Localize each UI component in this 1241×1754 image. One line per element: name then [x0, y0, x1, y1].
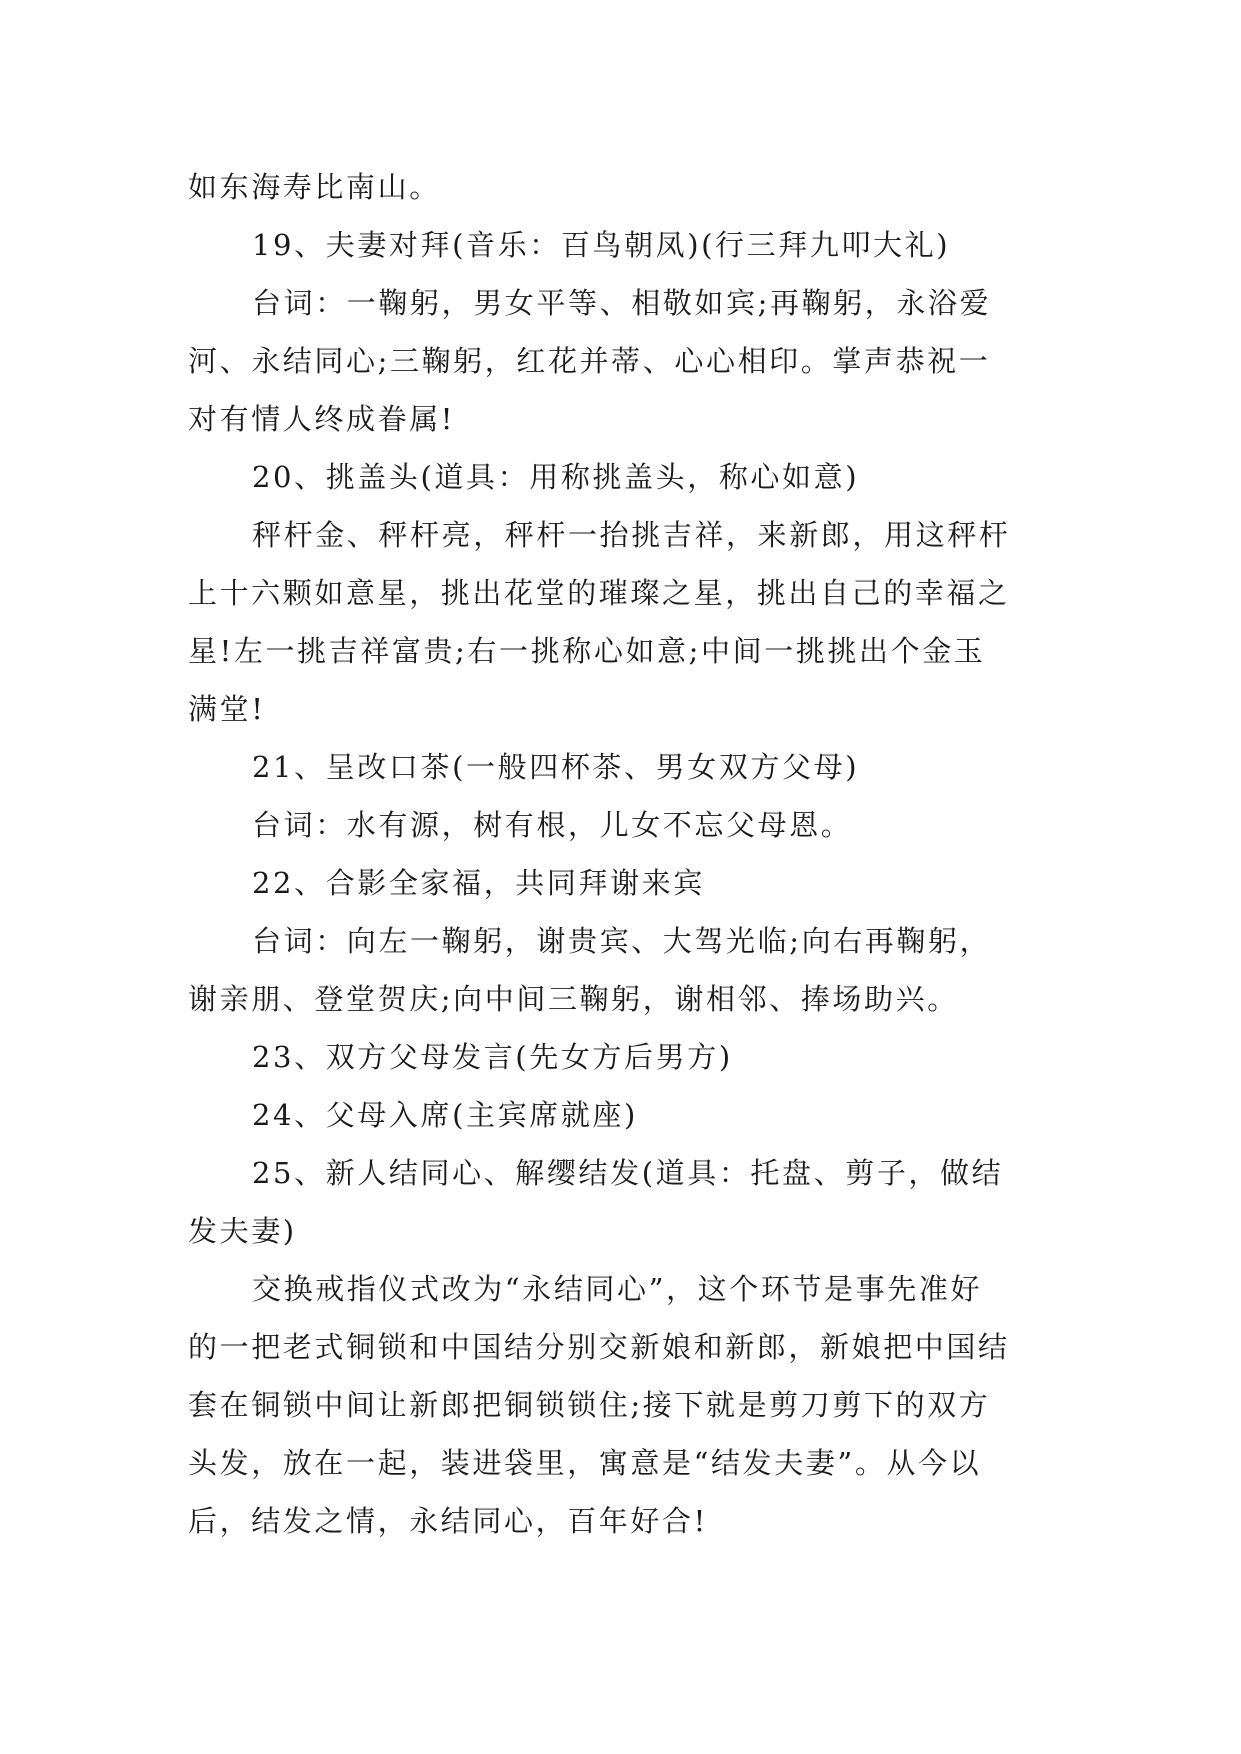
- section-heading: 19、夫妻对拜(音乐：百鸟朝凤)(行三拜九叩大礼): [252, 228, 951, 262]
- section-heading: 24、父母入席(主宾席就座): [252, 1098, 638, 1132]
- text-line: 后，结发之情，永结同心，百年好合!: [188, 1504, 708, 1538]
- text-line: 的一把老式铜锁和中国结分别交新娘和新郎，新娘把中国结: [188, 1330, 1010, 1364]
- text-line: 头发，放在一起，装进袋里，寓意是“结发夫妻”。从今以: [188, 1446, 982, 1480]
- text-line: 星!左一挑吉祥富贵;右一挑称心如意;中间一挑挑出个金玉: [188, 634, 986, 668]
- section-heading: 25、新人结同心、解缨结发(道具：托盘、剪子，做结: [252, 1156, 1004, 1190]
- text-line: 交换戒指仪式改为“永结同心”，这个环节是事先准好: [252, 1272, 983, 1306]
- text-line: 河、永结同心;三鞠躬，红花并蒂、心心相印。掌声恭祝一: [188, 344, 991, 378]
- text-line: 满堂!: [188, 692, 266, 726]
- text-line: 上十六颗如意星，挑出花堂的璀璨之星，挑出自己的幸福之: [188, 576, 1010, 610]
- text-line: 发夫妻): [188, 1214, 297, 1248]
- text-line: 如东海寿比南山。: [188, 170, 441, 204]
- text-line: 谢亲朋、登堂贺庆;向中间三鞠躬，谢相邻、捧场助兴。: [188, 982, 959, 1016]
- document-body: [188, 158, 1058, 1550]
- text-line: 台词：一鞠躬，男女平等、相敬如宾;再鞠躬，永浴爱: [252, 286, 992, 320]
- section-heading: 21、呈改口茶(一般四杯茶、男女双方父母): [252, 750, 860, 784]
- section-heading: 20、挑盖头(道具：用称挑盖头，称心如意): [252, 460, 860, 494]
- text-line: 台词：水有源，树有根，儿女不忘父母恩。: [252, 808, 853, 842]
- text-line: 套在铜锁中间让新郎把铜锁锁住;接下就是剪刀剪下的双方: [188, 1388, 991, 1422]
- section-heading: 22、合影全家福，共同拜谢来宾: [252, 866, 705, 900]
- text-line: 对有情人终成眷属!: [188, 402, 456, 436]
- section-heading: 23、双方父母发言(先女方后男方): [252, 1040, 733, 1074]
- text-line: 秤杆金、秤杆亮，秤杆一抬挑吉祥，来新郎，用这秤杆: [252, 518, 1011, 552]
- text-line: 台词：向左一鞠躬，谢贵宾、大驾光临;向右再鞠躬，: [252, 924, 992, 958]
